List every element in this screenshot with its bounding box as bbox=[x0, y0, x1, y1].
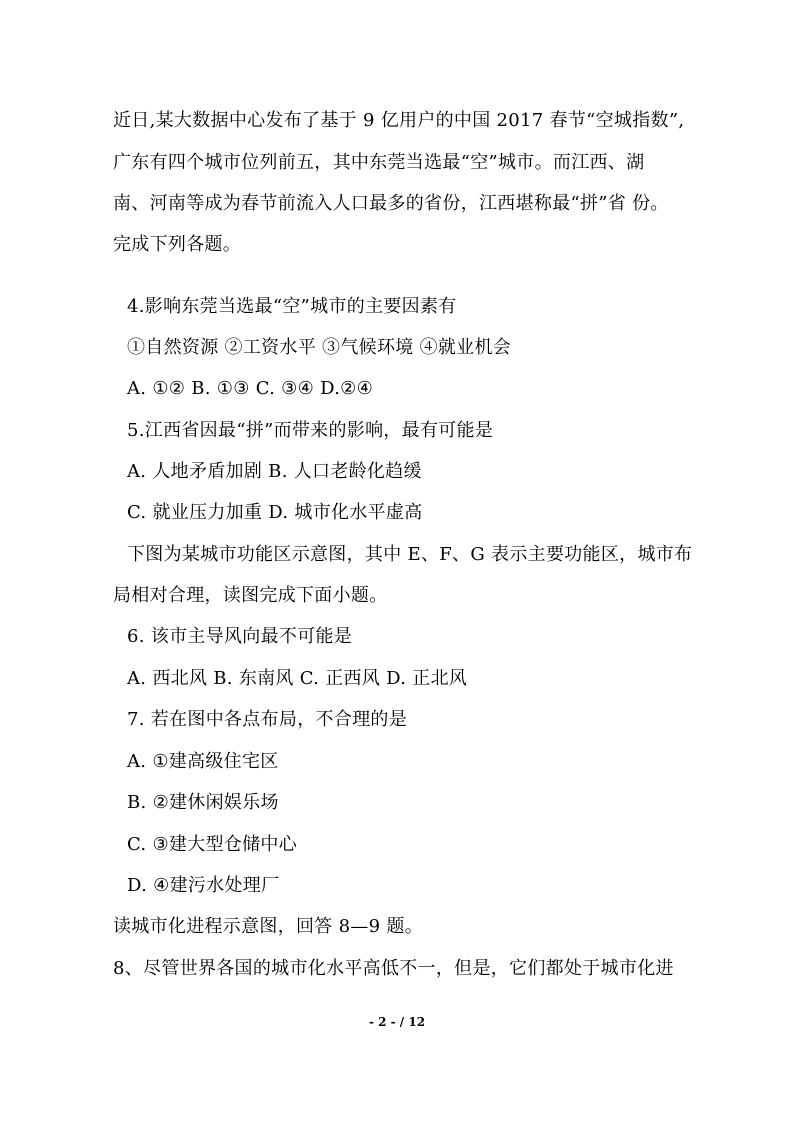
map-intro-line-1: 下图为某城市功能区示意图，其中 E、F、G 表示主要功能区，城市布 bbox=[127, 544, 693, 565]
question-7-option-c: C. ③建大型仓储中心 bbox=[127, 834, 298, 855]
question-6-options: A. 西北风 B. 东南风 C. 正西风 D. 正北风 bbox=[127, 668, 468, 689]
question-4-options: A. ①② B. ①③ C. ③④ D.②④ bbox=[127, 378, 374, 399]
question-7-stem: 7. 若在图中各点布局，不合理的是 bbox=[127, 709, 407, 730]
intro-line-4: 完成下列各题。 bbox=[113, 234, 242, 255]
map-intro-line-2: 局相对合理，读图完成下面小题。 bbox=[113, 585, 388, 606]
page-number: - 2 - / 12 bbox=[368, 1015, 426, 1029]
intro-line-2: 广东有四个城市位列前五，其中东莞当选最“空”城市。而江西、湖 bbox=[113, 152, 645, 173]
question-6-stem: 6. 该市主导风向最不可能是 bbox=[127, 626, 353, 647]
question-5-options-2: C. 就业压力加重 D. 城市化水平虚高 bbox=[127, 502, 423, 523]
intro-line-1: 近日,某大数据中心发布了基于 9 亿用户的中国 2017 春节“空城指数”, bbox=[113, 110, 685, 131]
question-4-stem: 4.影响东莞当选最“空”城市的主要因素有 bbox=[127, 296, 457, 317]
question-7-option-b: B. ②建休闲娱乐场 bbox=[127, 792, 279, 813]
question-7-option-a: A. ①建高级住宅区 bbox=[127, 751, 279, 772]
question-5-stem: 5.江西省因最“拼”而带来的影响，最有可能是 bbox=[127, 420, 494, 441]
question-7-option-d: D. ④建污水处理厂 bbox=[127, 875, 280, 896]
intro-line-3: 南、河南等成为春节前流入人口最多的省份，江西堪称最“拼”省 份。 bbox=[113, 193, 669, 214]
urban-intro: 读城市化进程示意图，回答 8—9 题。 bbox=[113, 916, 424, 937]
question-8-stem: 8、尽管世界各国的城市化水平高低不一，但是，它们都处于城市化进 bbox=[113, 958, 674, 979]
question-4-items: ①自然资源 ②工资水平 ③气候环境 ④就业机会 bbox=[127, 337, 512, 358]
question-5-options-1: A. 人地矛盾加剧 B. 人口老龄化趋缓 bbox=[127, 461, 422, 482]
